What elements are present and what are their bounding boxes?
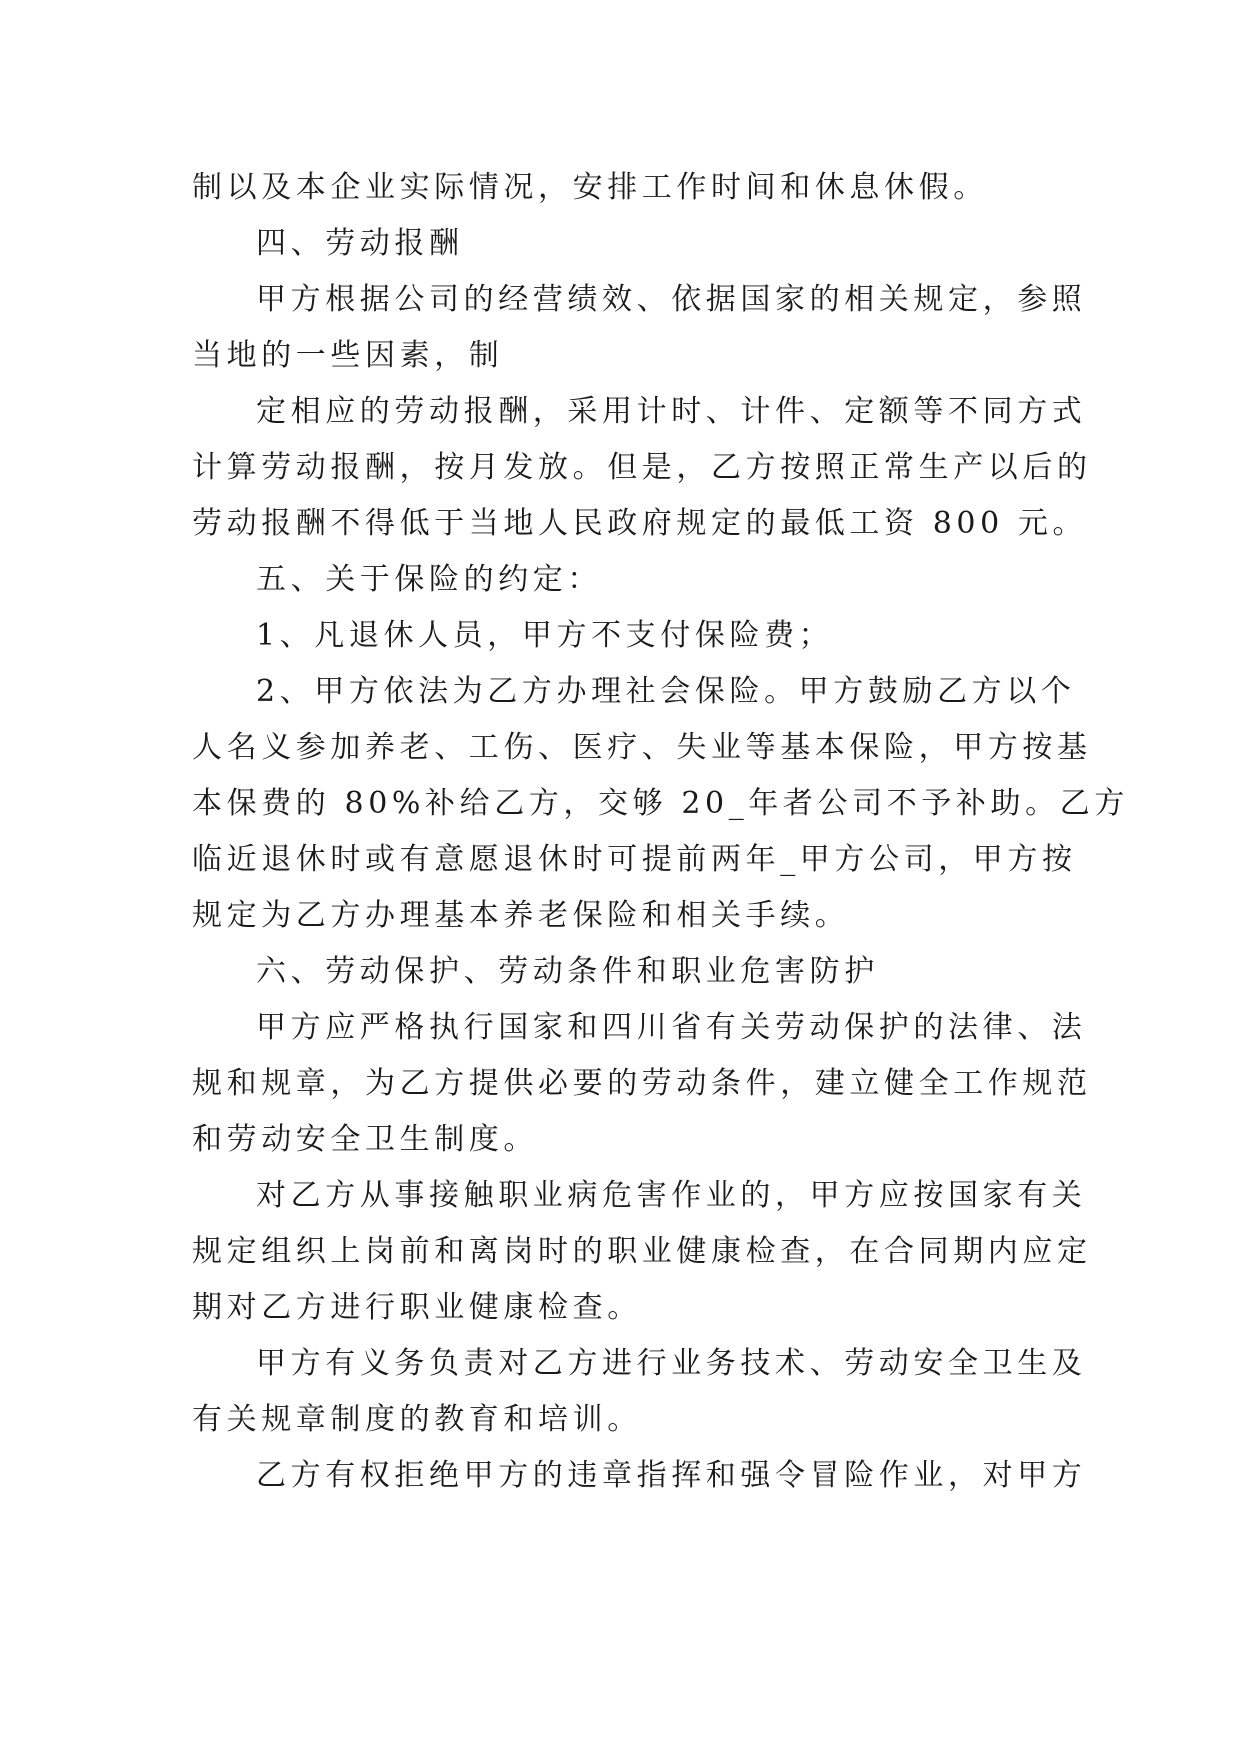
text-line: 2、甲方依法为乙方办理社会保险。甲方鼓励乙方以个 xyxy=(256,674,1076,709)
text-line: 人名义参加养老、工伤、医疗、失业等基本保险，甲方按基 xyxy=(192,730,1092,765)
text-line: 规和规章，为乙方提供必要的劳动条件，建立健全工作规范 xyxy=(192,1066,1092,1101)
text-line: 制以及本企业实际情况，安排工作时间和休息休假。 xyxy=(192,170,988,205)
text-line: 定相应的劳动报酬，采用计时、计件、定额等不同方式 xyxy=(256,394,1087,429)
text-line: 当地的一些因素，制 xyxy=(192,338,504,373)
text-line: 和劳动安全卫生制度。 xyxy=(192,1122,538,1157)
text-line: 劳动报酬不得低于当地人民政府规定的最低工资 800 元。 xyxy=(192,506,1088,541)
text-line: 甲方有义务负责对乙方进行业务技术、劳动安全卫生及 xyxy=(256,1346,1087,1381)
text-line: 甲方应严格执行国家和四川省有关劳动保护的法律、法 xyxy=(256,1010,1087,1045)
text-line: 乙方有权拒绝甲方的违章指挥和强令冒险作业，对甲方 xyxy=(256,1458,1087,1493)
text-line: 临近退休时或有意愿退休时可提前两年_甲方公司，甲方按 xyxy=(192,842,1077,877)
text-line: 本保费的 80%补给乙方，交够 20_年者公司不予补助。乙方 xyxy=(192,786,1129,821)
text-line: 规定组织上岗前和离岗时的职业健康检查，在合同期内应定 xyxy=(192,1234,1092,1269)
text-line: 甲方根据公司的经营绩效、依据国家的相关规定，参照 xyxy=(256,282,1087,317)
text-line: 有关规章制度的教育和培训。 xyxy=(192,1402,642,1437)
section-heading: 四、劳动报酬 xyxy=(256,226,464,261)
text-line: 期对乙方进行职业健康检查。 xyxy=(192,1290,642,1325)
section-heading: 六、劳动保护、劳动条件和职业危害防护 xyxy=(256,954,879,989)
section-heading: 五、关于保险的约定： xyxy=(256,562,602,597)
text-line: 1、凡退休人员，甲方不支付保险费； xyxy=(256,618,834,653)
text-line: 计算劳动报酬，按月发放。但是，乙方按照正常生产以后的 xyxy=(192,450,1092,485)
text-line: 规定为乙方办理基本养老保险和相关手续。 xyxy=(192,898,850,933)
text-line: 对乙方从事接触职业病危害作业的，甲方应按国家有关 xyxy=(256,1178,1087,1213)
